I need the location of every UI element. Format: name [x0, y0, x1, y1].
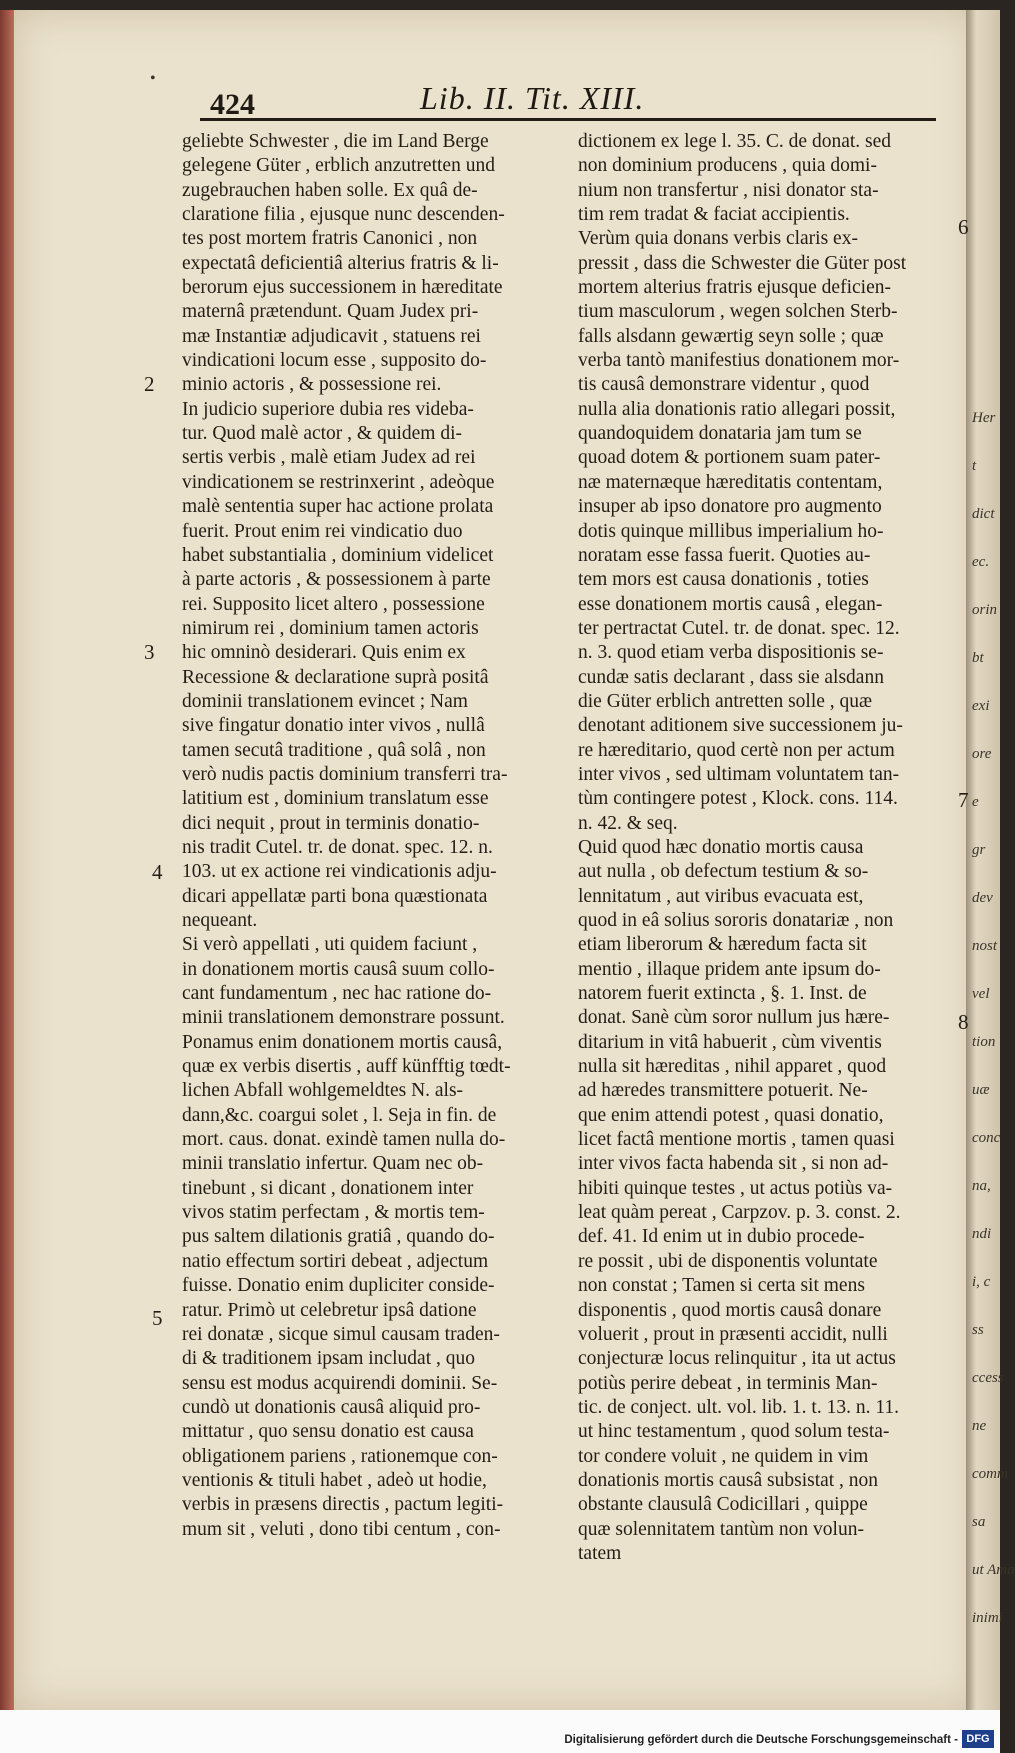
text-line: lennitatum , aut viribus evacuata est,	[578, 885, 864, 907]
edge-fragment: ne	[972, 1418, 987, 1434]
text-line: inter vivos , sed ultimam voluntatem tan-	[578, 763, 900, 785]
text-line: tium masculorum , wegen solchen Sterb-	[578, 301, 898, 323]
text-line: ut hinc testamentum , quod solum testa-	[578, 1421, 890, 1443]
text-line: mittatur , quo sensu donatio est causa	[182, 1421, 474, 1443]
edge-fragment: sa	[972, 1514, 986, 1530]
text-line: habet substantialia , dominium videlicet	[182, 544, 494, 566]
text-line: lichen Abfall wohlgemeldtes N. als-	[182, 1080, 464, 1102]
left-text-column	[182, 130, 562, 1542]
text-line: mort. caus. donat. exindè tamen nulla do-	[182, 1129, 506, 1151]
text-line: obstante clausulâ Codicillari , quippe	[578, 1494, 868, 1516]
text-line: ratur. Primò ut celebretur ipsâ datione	[182, 1299, 477, 1321]
margin-number: 6	[958, 215, 969, 239]
text-line: fuisse. Donatio enim dupliciter conside-	[182, 1275, 495, 1297]
text-line: tinebunt , si dicant , donationem inter	[182, 1177, 474, 1199]
text-line: potiùs perire debeat , in terminis Man-	[578, 1372, 878, 1394]
text-line: minio actoris , & possessione rei.	[182, 374, 442, 396]
text-line: aut nulla , ob defectum testium & so-	[578, 861, 869, 883]
text-line: dominii translationem evincet ; Nam	[182, 690, 468, 712]
edge-fragment: uæ	[972, 1082, 990, 1098]
text-line: obligationem pariens , rationemque con-	[182, 1445, 498, 1467]
edge-fragment: t	[972, 458, 977, 474]
edge-fragment: dev	[972, 890, 993, 906]
text-line: fuerit. Prout enim rei vindicatio duo	[182, 520, 463, 542]
text-line: tim rem tradat & faciat accipientis.	[578, 204, 850, 226]
text-line: tor condere voluit , ne quidem in vim	[578, 1445, 869, 1467]
edge-fragment: ss	[972, 1322, 984, 1338]
edge-fragment: Her	[972, 410, 996, 426]
text-line: quod in eâ solius sororis donatariæ , non	[578, 910, 894, 931]
text-line: nequeant.	[182, 910, 258, 931]
edge-fragment: tion	[972, 1034, 996, 1050]
margin-number: 3	[144, 640, 155, 664]
edge-fragment: na,	[972, 1178, 991, 1194]
edge-fragment: ut Ama	[972, 1562, 1015, 1578]
text-line: mæ Instantiæ adjudicavit , statuens rei	[182, 325, 481, 347]
text-line: ad hæredes transmittere potuerit. Ne-	[578, 1080, 868, 1102]
header-rule	[200, 118, 936, 121]
text-line: pus saltem dilationis gratiâ , quando do-	[182, 1226, 495, 1248]
edge-fragment: ndi	[972, 1226, 992, 1242]
text-line: vindicationi locum esse , supposito do-	[182, 350, 487, 372]
text-line: sive fingatur donatio inter vivos , nullâ	[182, 715, 485, 737]
margin-number: 8	[958, 1010, 969, 1034]
text-line: quæ ex verbis disertis , auff künfftig tœdt-	[182, 1056, 511, 1078]
text-line: re possit , ubi de disponentis voluntate	[578, 1250, 878, 1272]
page-number: 424	[210, 88, 255, 121]
text-line: ditarium in vitâ habuerit , cùm viventis	[578, 1031, 882, 1053]
edge-fragment: bt	[972, 650, 984, 666]
text-line: claratione filia , ejusque nunc descenden-	[182, 204, 505, 226]
running-head: Lib. II. Tit. XIII.	[420, 80, 645, 116]
text-line: donat. Sanè cùm soror nullum jus hære-	[578, 1007, 890, 1029]
text-line: leat quàm pereat , Carpzov. p. 3. const. 2.	[578, 1202, 901, 1224]
page-mark: •	[150, 70, 156, 87]
text-line: quandoquidem donataria jam tum se	[578, 423, 862, 445]
edge-fragment: conc	[972, 1130, 1001, 1146]
text-line: hic omninò desiderari. Quis enim ex	[182, 642, 466, 664]
text-line: Si verò appellati , uti quidem faciunt ,	[182, 934, 478, 956]
text-line: tamen secutâ traditione , quâ solâ , non	[182, 739, 486, 761]
edge-fragment: dict	[972, 506, 995, 522]
text-line: re hæreditario, quod certè non per actum	[578, 739, 895, 761]
text-line: maternâ prætendunt. Quam Judex pri-	[182, 301, 479, 323]
text-line: conjecturæ locus relinquitur , ita ut actus	[578, 1348, 896, 1370]
text-line: tùm contingere potest , Klock. cons. 114.	[578, 788, 898, 810]
text-line: dicari appellatæ parti bona quæstionata	[182, 885, 488, 907]
text-line: geliebte Schwester , die im Land Berge	[182, 131, 489, 152]
edge-fragment: gr	[972, 842, 986, 858]
margin-number: 4	[152, 860, 163, 884]
text-line: tes post mortem fratris Canonici , non	[182, 228, 478, 250]
text-line: falls alsdann gewærtig seyn solle ; quæ	[578, 325, 884, 347]
text-line: que enim attendi potest , quasi donatio,	[578, 1104, 884, 1126]
text-line: minii translatio infertur. Quam nec ob-	[182, 1153, 484, 1175]
text-line: berorum ejus successionem in hæreditate	[182, 277, 503, 299]
text-line: nulla alia donationis ratio allegari possit,	[578, 398, 896, 420]
text-line: quoad dotem & portionem suam pater-	[578, 447, 881, 469]
text-line: malè sententia super hac actione prolata	[182, 496, 494, 518]
text-line: expectatâ deficientiâ alterius fratris & li-	[182, 252, 499, 274]
text-line: non constat ; Tamen si certa sit mens	[578, 1275, 865, 1297]
text-line: nimirum rei , dominium tamen actoris	[182, 617, 479, 639]
text-line: tem mors est causa donationis , toties	[578, 569, 869, 591]
text-line: nulla sit hæreditas , nihil apparet , quod	[578, 1056, 887, 1078]
text-line: Ponamus enim donationem mortis causâ,	[182, 1031, 503, 1053]
edge-fragment: ccess	[972, 1370, 1004, 1386]
text-line: tur. Quod malè actor , & quidem di-	[182, 423, 462, 445]
text-line: cundæ satis declarant , dass sie alsdann	[578, 666, 884, 688]
dfg-logo: DFG	[962, 1730, 994, 1748]
text-line: licet factâ mentione mortis , tamen quasi	[578, 1129, 895, 1151]
text-line: disponentis , quod mortis causâ donare	[578, 1299, 882, 1321]
text-line: in donationem mortis causâ suum collo-	[182, 958, 495, 980]
text-line: sertis verbis , malè etiam Judex ad rei	[182, 447, 476, 469]
text-line: non dominium producens , quia domi-	[578, 155, 877, 177]
text-line: hibiti quinque testes , ut actus potiùs va-	[578, 1177, 893, 1199]
margin-number: 2	[144, 372, 155, 396]
text-line: vivos statim perfectam , & mortis tem-	[182, 1202, 485, 1224]
text-line: inter vivos facta habenda sit , si non ad-	[578, 1153, 889, 1175]
text-line: mum sit , veluti , dono tibi centum , con-	[182, 1518, 501, 1540]
text-line: Quid quod hæc donatio mortis causa	[578, 836, 864, 858]
text-line: 103. ut ex actione rei vindicationis adju-	[182, 861, 497, 883]
text-line: tatem	[578, 1542, 622, 1564]
text-line: nium non transfertur , nisi donator sta-	[578, 179, 879, 201]
text-line: mortem alterius fratris ejusque deficien-	[578, 277, 891, 299]
edge-fragment: i, c	[972, 1274, 991, 1290]
margin-number: 7	[958, 788, 969, 812]
footer-band	[0, 1710, 1000, 1753]
text-line: latitium est , dominium translatum esse	[182, 788, 489, 810]
edge-fragment: inimi	[972, 1610, 1003, 1626]
digitization-credit: Digitalisierung gefördert durch die Deutsche Forschungsgemeinschaft -	[564, 1734, 958, 1746]
text-line: zugebrauchen haben solle. Ex quâ de-	[182, 179, 478, 201]
text-line: dictionem ex lege l. 35. C. de donat. sed	[578, 131, 892, 152]
text-line: insuper ab ipso donatore pro augmento	[578, 496, 882, 518]
text-line: tis causâ demonstrare videntur , quod	[578, 374, 870, 396]
text-line: ventionis & tituli habet , adeò ut hodie,	[182, 1469, 487, 1491]
text-line: n. 42. & seq.	[578, 812, 678, 834]
text-line: pressit , dass die Schwester die Güter post	[578, 252, 907, 274]
book-edge-right	[966, 10, 1015, 1710]
margin-number: 5	[152, 1306, 163, 1330]
text-line: tic. de conject. ult. vol. lib. 1. t. 13. n. 11.	[578, 1396, 899, 1418]
text-line: dici nequit , prout in terminis donatio-	[182, 812, 480, 834]
edge-fragment: exi	[972, 698, 990, 714]
text-line: Recessione & declaratione suprà positâ	[182, 666, 489, 688]
text-line: voluerit , prout in præsenti accidit, nulli	[578, 1323, 888, 1345]
text-line: cant fundamentum , nec hac ratione do-	[182, 983, 492, 1005]
edge-fragment: ec.	[972, 554, 990, 570]
text-line: verba tantò manifestius donationem mor-	[578, 350, 900, 372]
text-line: verbis in præsens directis , pactum legiti-	[182, 1494, 504, 1516]
text-line: verò nudis pactis dominium transferri tra-	[182, 763, 508, 785]
text-line: noratam esse fassa fuerit. Quoties au-	[578, 544, 871, 566]
text-line: denotant aditionem sive successionem ju-	[578, 715, 903, 737]
edge-fragment: comm	[972, 1466, 1008, 1482]
text-line: etiam liberorum & hæredum facta sit	[578, 934, 867, 956]
text-line: minii translationem demonstrare possunt.	[182, 1007, 505, 1029]
text-line: Verùm quia donans verbis claris ex-	[578, 228, 858, 250]
text-line: die Güter erblich antretten solle , quæ	[578, 690, 873, 712]
text-line: In judicio superiore dubia res videba-	[182, 398, 474, 420]
text-line: cundò ut donationis causâ aliquid pro-	[182, 1396, 481, 1418]
text-line: mentio , illaque pridem ante ipsum do-	[578, 958, 881, 980]
text-line: sensu est modus acquirendi dominii. Se-	[182, 1372, 498, 1394]
text-line: gelegene Güter , erblich anzutretten und	[182, 155, 495, 177]
text-line: vindicationem se restrinxerint , adeòque	[182, 471, 495, 493]
edge-fragment: ore	[972, 746, 992, 762]
text-line: dann,&c. coargui solet , l. Seja in fin. de	[182, 1104, 497, 1126]
text-line: esse donationem mortis causâ , elegan-	[578, 593, 883, 615]
text-line: dotis quinque millibus imperialium ho-	[578, 520, 884, 542]
edge-fragment: e	[972, 794, 979, 810]
text-line: rei. Supposito licet altero , possessione	[182, 593, 485, 615]
text-line: rei donatæ , sicque simul causam traden-	[182, 1323, 500, 1345]
text-line: næ maternæque hæreditatis contentam,	[578, 471, 883, 493]
text-line: quæ solennitatem tantùm non volun-	[578, 1518, 864, 1540]
text-line: natorem fuerit extincta , §. 1. Inst. de	[578, 983, 867, 1005]
text-line: di & traditionem ipsam includat , quo	[182, 1348, 475, 1370]
text-line: natio effectum sortiri debeat , adjectum	[182, 1250, 489, 1272]
edge-fragment: orin	[972, 602, 998, 618]
text-line: ter pertractat Cutel. tr. de donat. spec. 12.	[578, 617, 900, 639]
text-line: n. 3. quod etiam verba dispositionis se-	[578, 642, 884, 664]
text-line: donationis mortis causâ subsistat , non	[578, 1469, 879, 1491]
right-text-column	[578, 130, 944, 1566]
text-line: à parte actoris , & possessionem à parte	[182, 569, 491, 591]
edge-fragment: vel	[972, 986, 990, 1002]
text-line: def. 41. Id enim ut in dubio procede-	[578, 1226, 865, 1248]
text-line: nis tradit Cutel. tr. de donat. spec. 12. n.	[182, 836, 493, 858]
edge-fragment: nost	[972, 938, 998, 954]
